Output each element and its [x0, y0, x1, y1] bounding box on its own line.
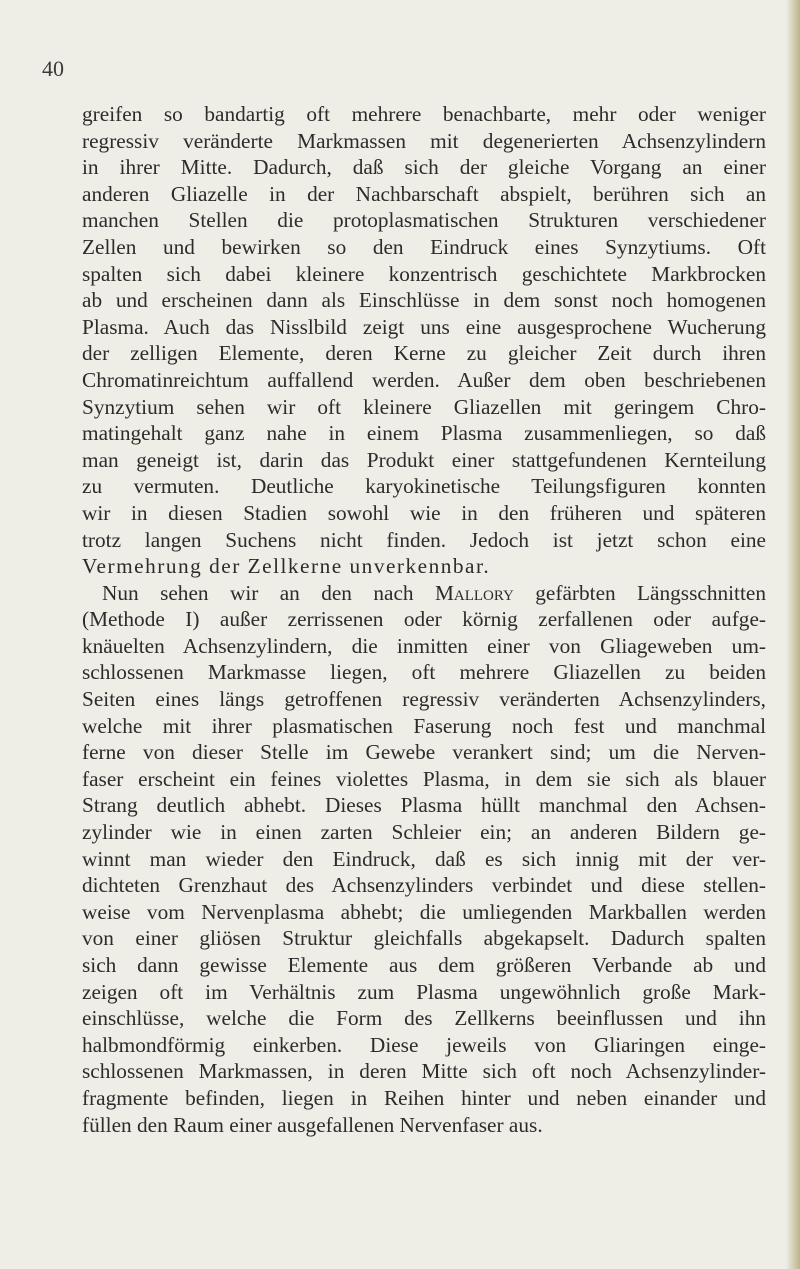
text-line: fragmente befinden, liegen in Reihen hinter und neben einander und	[82, 1085, 766, 1110]
text-line: schlossenen Markmassen, in deren Mitte sich oft noch Achsenzylinder-	[82, 1059, 766, 1084]
text-line: winnt man wieder den Eindruck, daß es sich innig mit der ver-	[82, 846, 766, 871]
text-line: Strang deutlich abhebt. Dieses Plasma hüllt manchmal den Achsen-	[82, 793, 766, 818]
text-line: man geneigt ist, darin das Produkt einer stattgefundenen Kernteilung	[82, 447, 766, 472]
text-line: ferne von dieser Stelle im Gewebe verankert sind; um die Nerven-	[82, 740, 766, 765]
text-line: zylinder wie in einen zarten Schleier ein; an anderen Bildern ge-	[82, 820, 766, 845]
text-line: einschlüsse, welche die Form des Zellkerns beeinflussen und ihn	[82, 1006, 766, 1031]
text-line: in ihrer Mitte. Dadurch, daß sich der gleiche Vorgang an einer	[82, 155, 766, 180]
body-text	[82, 101, 766, 1138]
text-line: füllen den Raum einer ausgefallenen Nervenfaser aus.	[82, 1112, 543, 1137]
text-line: ab und erscheinen dann als Einschlüsse in dem sonst noch homogenen	[82, 288, 766, 313]
text-line: Seiten eines längs getroffenen regressiv veränderten Achsenzylinders,	[82, 687, 766, 712]
text-line: dichteten Grenzhaut des Achsenzylinders verbindet und diese stellen-	[82, 873, 766, 898]
text-line: von einer gliösen Struktur gleichfalls abgekapselt. Dadurch spalten	[82, 926, 766, 951]
paragraph	[82, 101, 766, 580]
text-line: spalten sich dabei kleinere konzentrisch geschichtete Markbrocken	[82, 261, 766, 286]
text-line: weise vom Nervenplasma abhebt; die umliegenden Markballen werden	[82, 899, 766, 924]
page-edge-shadow	[786, 0, 800, 1269]
text-line: Vermehrung der Zellkerne unverkennbar.	[82, 554, 491, 579]
text-line: manchen Stellen die protoplasmatischen Strukturen verschiedener	[82, 208, 766, 233]
text-line: schlossenen Markmasse liegen, oft mehrere Gliazellen zu beiden	[82, 660, 766, 685]
text-line: anderen Gliazelle in der Nachbarschaft abspielt, berühren sich an	[82, 181, 766, 206]
text-line: der zelligen Elemente, deren Kerne zu gleicher Zeit durch ihren	[82, 341, 766, 366]
text-line: sich dann gewisse Elemente aus dem größeren Verbande ab und	[82, 953, 766, 977]
text-line: Zellen und bewirken so den Eindruck eines Synzytiums. Oft	[82, 234, 766, 259]
text-line: Synzytium sehen wir oft kleinere Gliazellen mit geringem Chro-	[82, 394, 766, 419]
text-line: halbmondförmig einkerben. Diese jeweils von Gliaringen einge-	[82, 1032, 766, 1057]
text-line: Nun sehen wir an den nach Mallory gefärbten Längsschnitten	[102, 580, 766, 605]
text-line: Chromatinreichtum auffallend werden. Außer dem oben beschriebenen	[82, 367, 766, 392]
text-line: (Methode I) außer zerrissenen oder körnig zerfallenen oder aufge-	[82, 607, 766, 632]
text-line: greifen so bandartig oft mehrere benachbarte, mehr oder weniger	[82, 102, 766, 126]
page-number: 40	[42, 56, 64, 81]
text-line: zeigen oft im Verhältnis zum Plasma ungewöhnlich große Mark-	[82, 979, 766, 1004]
text-line: wir in diesen Stadien sowohl wie in den früheren und späteren	[82, 500, 766, 525]
text-line: matingehalt ganz nahe in einem Plasma zusammenliegen, so daß	[82, 421, 766, 446]
text-line: welche mit ihrer plasmatischen Faserung noch fest und manchmal	[82, 713, 766, 738]
text-line: zu vermuten. Deutliche karyokinetische Teilungsfiguren konnten	[82, 474, 766, 499]
text-line: regressiv veränderte Markmassen mit degenerierten Achsenzylindern	[82, 128, 766, 153]
text-line: knäuelten Achsenzylindern, die inmitten einer von Gliageweben um-	[82, 633, 766, 658]
text-line: faser erscheint ein feines violettes Plasma, in dem sie sich als blauer	[82, 766, 766, 791]
text-line: Plasma. Auch das Nisslbild zeigt uns eine ausgesprochene Wucherung	[82, 314, 766, 339]
paragraph	[82, 580, 766, 1138]
text-line: trotz langen Suchens nicht finden. Jedoch ist jetzt schon eine	[82, 527, 766, 552]
